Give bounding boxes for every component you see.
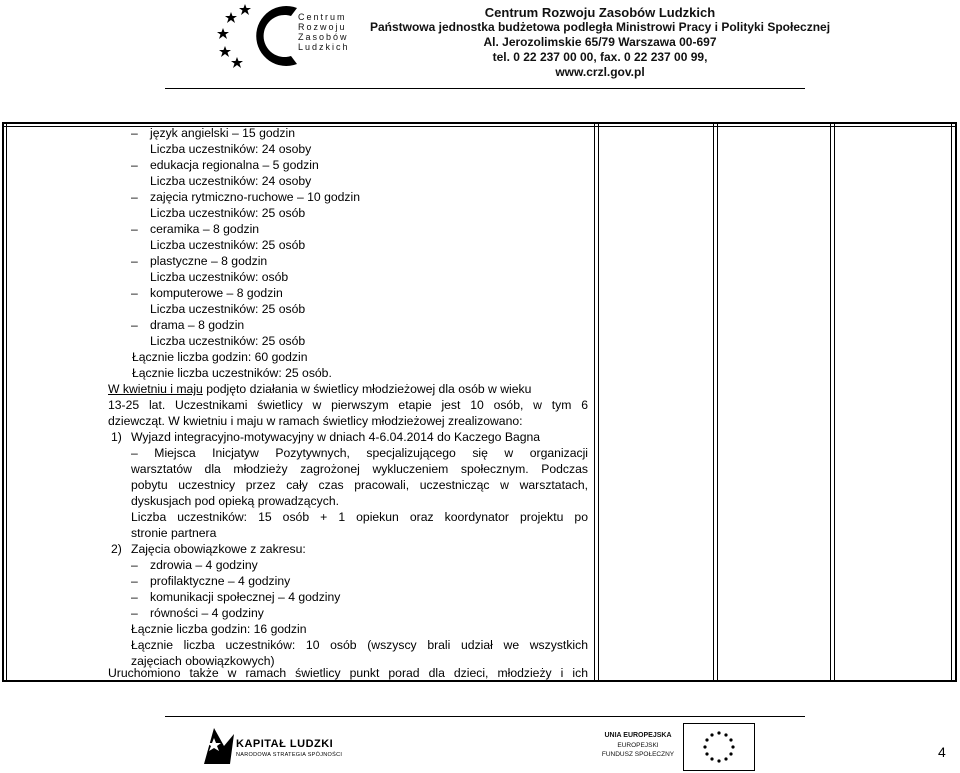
org-name: Centrum Rozwoju Zasobów Ludzkich: [484, 5, 716, 20]
kl-title: KAPITAŁ LUDZKI: [236, 738, 334, 750]
page-number: 4: [938, 744, 946, 760]
org-address: Al. Jerozolimskie 65/79 Warszawa 00-697: [483, 35, 717, 49]
table-col-line: [834, 122, 835, 682]
item-line: stronie partnera: [131, 526, 217, 540]
list-item: – profilaktyczne – 4 godziny: [150, 573, 290, 589]
table-top-inner-line: [2, 126, 957, 127]
list-item: – zdrowia – 4 godziny: [150, 557, 258, 573]
item-line: Wyjazd integracyjno-motywacyjny w dniach 4-6.04.2014 do Kaczego Bagna: [131, 430, 541, 444]
table-col-line: [598, 122, 599, 682]
participant-count: Liczba uczestników: 25 osób: [150, 334, 306, 348]
item-number: 1): [111, 430, 122, 444]
participant-count: Liczba uczestników: 25 osób: [150, 302, 306, 316]
footer-divider: [165, 716, 805, 717]
ue-line1: UNIA EUROPEJSKA: [604, 732, 672, 739]
table-col-line: [6, 122, 7, 682]
participant-count: Liczba uczestników: osób: [150, 270, 289, 284]
kapital-ludzki-logo: [200, 724, 240, 768]
table-col-line: [713, 122, 714, 682]
item-line: pobytu uczestnicy przez cały czas pracowali, uczestnicząc w warsztatach,: [131, 478, 588, 492]
paragraph-line: 13-25 lat. Uczestnikami świetlicy w pierwszym etapie jest 10 osób, w tym 6: [108, 398, 588, 412]
list-item: – plastyczne – 8 godzin: [150, 253, 267, 269]
logo-wordmark: Centrum Rozwoju Zasobów Ludzkich: [298, 12, 350, 52]
item-line: dyskusjach pod opieką prowadzących.: [131, 494, 339, 508]
table-col-line: [594, 122, 595, 682]
item-line: zajęciach obowiązkowych): [131, 654, 275, 668]
table-col-line: [951, 122, 952, 682]
item-line: Liczba uczestników: 15 osób + 1 opiekun oraz koordynator projektu po: [131, 510, 588, 524]
underlined-text: W kwietniu i maju: [108, 382, 203, 396]
paragraph-line: dziewcząt. W kwietniu i maju w ramach świetlicy młodzieżowej zrealizowano:: [108, 414, 523, 428]
item-line: – Miejsca Inicjatyw Pozytywnych, specjalizującego się w organizacji: [131, 446, 588, 460]
org-subtitle: Państwowa jednostka budżetowa podległa Ministrowi Pracy i Polityki Społecznej: [369, 20, 831, 34]
org-phone: tel. 0 22 237 00 00, fax. 0 22 237 00 99,: [492, 50, 708, 64]
item-line: warsztatów dla młodzieży zagrożonej wykluczeniem społecznym. Podczas: [131, 462, 588, 476]
ue-line3: FUNDUSZ SPOŁECZNY: [601, 751, 675, 758]
org-website[interactable]: www.crzl.gov.pl: [555, 65, 645, 79]
list-item: – ceramika – 8 godzin: [150, 221, 259, 237]
item-number: 2): [111, 542, 122, 556]
list-item: – zajęcia rytmiczno-ruchowe – 10 godzin: [150, 189, 360, 205]
total-hours: Łącznie liczba godzin: 16 godzin: [131, 622, 307, 636]
participant-count: Liczba uczestników: 24 osoby: [150, 174, 312, 188]
table-col-line: [717, 122, 718, 682]
list-item: – równości – 4 godziny: [150, 605, 264, 621]
list-item: – edukacja regionalna – 5 godzin: [150, 157, 319, 173]
table-col-line: [830, 122, 831, 682]
list-item: – język angielski – 15 godzin: [150, 125, 295, 141]
item-line: Zajęcia obowiązkowe z zakresu:: [131, 542, 306, 556]
eu-flag-icon: [683, 723, 755, 771]
list-item: – komunikacji społecznej – 4 godziny: [150, 589, 340, 605]
participant-count: Liczba uczestników: 24 osoby: [150, 142, 312, 156]
participant-count: Liczba uczestników: 25 osób: [150, 206, 306, 220]
kl-subtitle: NARODOWA STRATEGIA SPÓJNOŚCI: [236, 752, 343, 758]
total-participants: Łącznie liczba uczestników: 10 osób (wszyscy brali udział we wszystkich: [131, 638, 588, 652]
participant-count: Liczba uczestników: 25 osób: [150, 238, 306, 252]
total-hours: Łącznie liczba godzin: 60 godzin: [132, 350, 308, 364]
paragraph-line: Uruchomiono także w ramach świetlicy punkt porad dla dzieci, młodzieży i ich: [108, 666, 588, 680]
list-item: – komputerowe – 8 godzin: [150, 285, 283, 301]
total-participants: Łącznie liczba uczestników: 25 osób.: [132, 366, 332, 380]
ue-line2: EUROPEJSKI: [617, 742, 659, 749]
paragraph-line: W kwietniu i maju podjęto działania w świetlicy młodzieżowej dla osób w wieku: [108, 382, 532, 396]
header-divider: [165, 88, 805, 89]
list-item: – drama – 8 godzin: [150, 317, 244, 333]
